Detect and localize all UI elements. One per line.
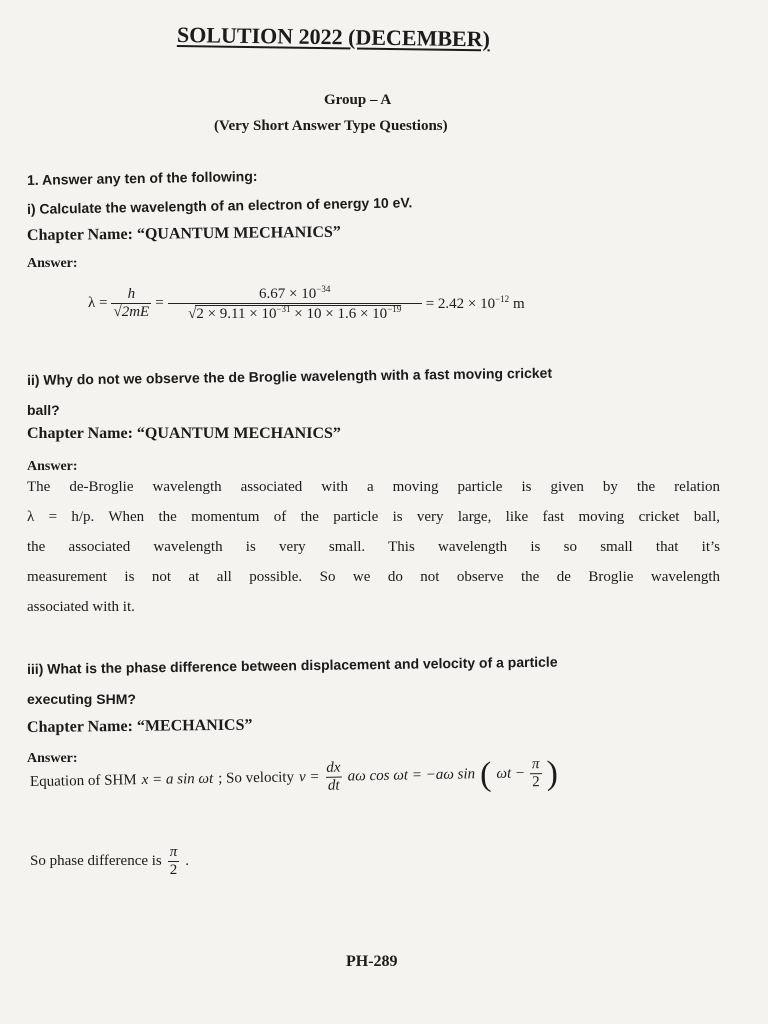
question-i-answer-label: Answer: — [27, 256, 78, 271]
pi-symbol: π — [531, 756, 540, 773]
derivative-denominator: dt — [327, 777, 340, 794]
question-ii-chapter: Chapter Name: “QUANTUM MECHANICS” — [27, 425, 341, 442]
answer-line: measurement is not at all possible. So we do not observe the de Broglie wavelength — [27, 569, 720, 585]
group-heading: Group – A — [324, 92, 392, 108]
fraction-numeric: $\frac{6.67 \times 10^{-34}}{√2 \times 9.11 \times 10^{-31} \times 10 \times 1.6 \times 10^{-19}}$ — [168, 284, 422, 323]
right-paren: ) — [546, 754, 559, 792]
numerator-exponent: −34 — [316, 284, 331, 294]
phase-two: 2 — [169, 862, 178, 878]
answer-line: the associated wavelength is very small. This wavelength is so small that it’s — [27, 539, 720, 555]
question-iii-text-line2: executing SHM? — [27, 691, 136, 707]
question-ii-answer-label: Answer: — [27, 459, 78, 474]
phase-pi: π — [169, 844, 178, 860]
pi-over-two — [530, 756, 542, 791]
denominator-exponent-a: −31 — [276, 304, 291, 314]
shm-equation — [30, 756, 559, 800]
derivative-fraction — [324, 760, 343, 795]
question-ii-answer-paragraph — [27, 472, 720, 622]
question-i-chapter: Chapter Name: “QUANTUM MECHANICS” — [26, 223, 341, 244]
answer-line: associated with it. — [27, 599, 135, 615]
fraction-h-over-root: $\frac{h}{√2mE}$ — [113, 286, 150, 320]
question-ii-text-line2: ball? — [27, 402, 60, 418]
shm-velocity-label: ; So velocity — [218, 769, 295, 787]
phase-difference-line — [30, 844, 189, 879]
question-iii-answer-label: Answer: — [27, 751, 78, 766]
result-exponent: −12 — [495, 294, 510, 304]
formula-2mE: 2mE — [121, 304, 150, 320]
derivative-numerator: dx — [326, 759, 341, 776]
numerator-value: 6.67 × 10 — [259, 286, 317, 302]
result-value: = 2.42 × 10 — [425, 296, 496, 312]
answer-line: The de-Broglie wavelength associated with a moving particle is given by the relation — [27, 479, 720, 495]
shm-label: Equation of SHM — [29, 772, 137, 790]
wavelength-formula — [88, 284, 525, 323]
shm-velocity-expression: aω cos ωt = −aω sin — [347, 766, 476, 785]
denominator-part-b: × 10 × 1.6 × 10 — [290, 306, 388, 322]
phase-text: So phase difference is — [30, 853, 162, 869]
question-ii-text-line1: ii) Why do not we observe the de Broglie wavelength with a fast moving cricket — [26, 364, 553, 388]
lambda-symbol: λ = — [88, 295, 108, 311]
question-1-instruction: 1. Answer any ten of the following: — [26, 167, 258, 188]
shm-displacement: x = a sin ωt — [141, 770, 214, 789]
question-iii-text-line1: iii) What is the phase difference between displacement and velocity of a particle — [26, 653, 558, 677]
page-title: SOLUTION 2022 (DECEMBER) — [176, 22, 491, 52]
two-denominator: 2 — [530, 773, 542, 791]
shm-inner: ωt − — [496, 765, 526, 782]
denominator-part-a: 2 × 9.11 × 10 — [196, 306, 277, 322]
formula-h: h — [127, 286, 136, 302]
equals-sign: = — [155, 295, 164, 311]
page-code: PH-289 — [346, 953, 398, 970]
denominator-exponent-b: −19 — [387, 304, 402, 314]
phase-fraction — [168, 844, 180, 879]
result-unit: m — [509, 296, 525, 312]
question-i-text: i) Calculate the wavelength of an electron of energy 10 eV. — [26, 194, 413, 217]
question-iii-chapter: Chapter Name: “MECHANICS” — [26, 716, 253, 736]
left-paren: ( — [479, 755, 492, 793]
section-heading: (Very Short Answer Type Questions) — [214, 118, 448, 134]
shm-v: v = — [298, 768, 320, 786]
answer-line: λ = h/p. When the momentum of the particle is very large, like fast moving cricket ball, — [27, 509, 720, 525]
phase-period: . — [185, 853, 190, 869]
